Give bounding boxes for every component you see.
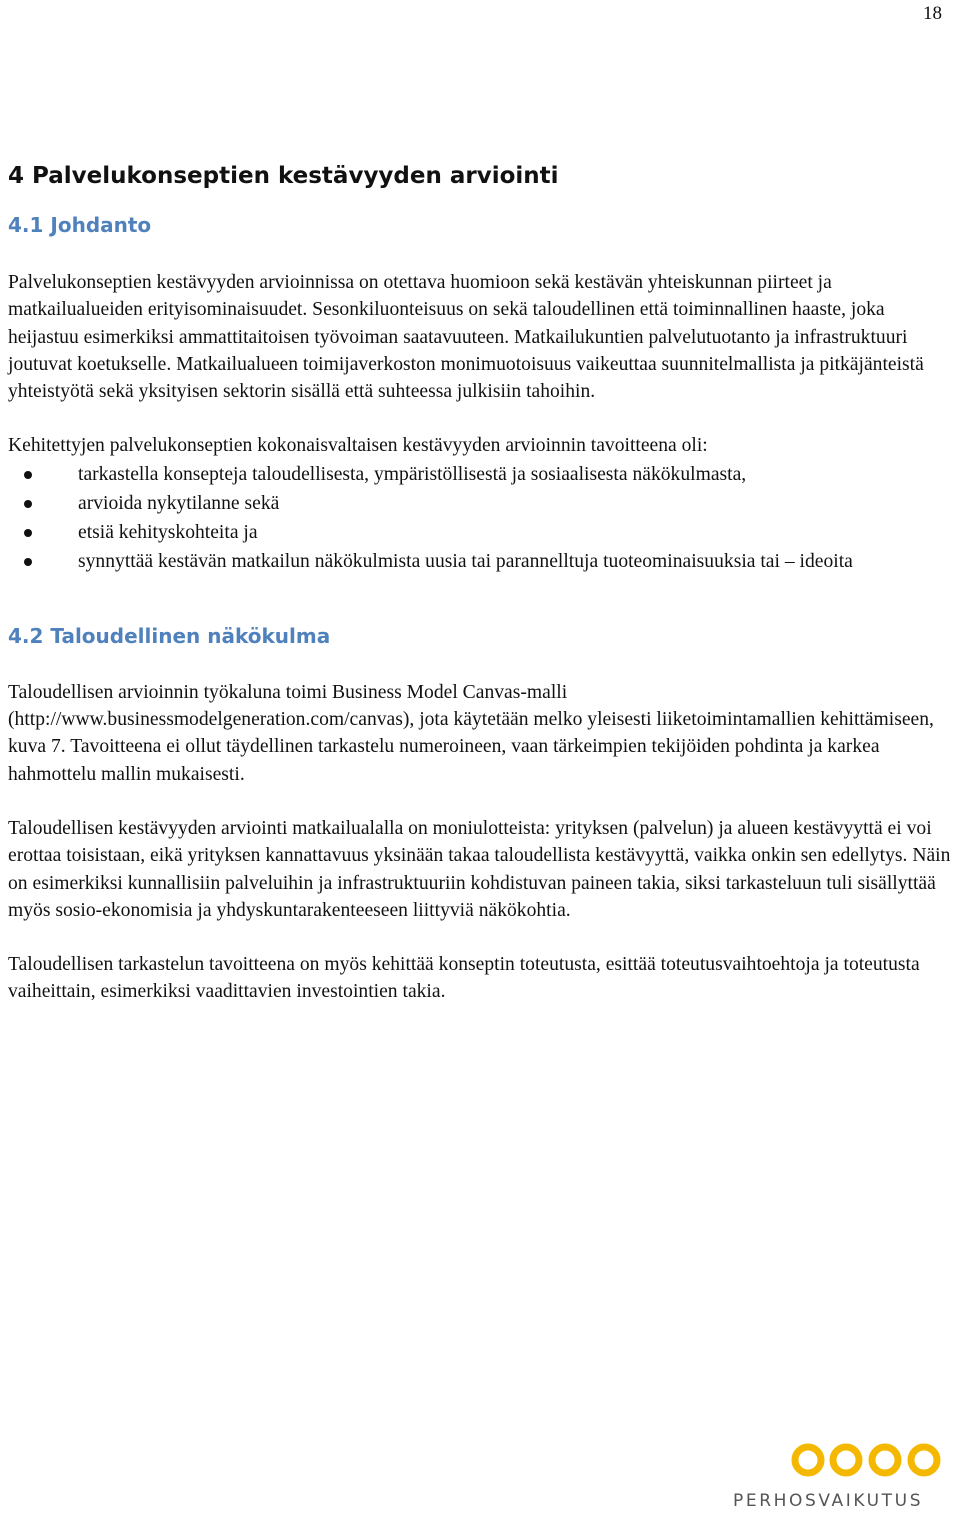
section-heading-johdanto: 4.1 Johdanto bbox=[8, 213, 152, 237]
list-item-text: tarkastella konsepteja taloudellisesta, ympäristöllisestä ja sosiaalisesta näkökulmasta, bbox=[78, 463, 747, 485]
logo-circles-icon bbox=[789, 1441, 944, 1479]
list-item-text: arvioida nykytilanne sekä bbox=[78, 492, 280, 514]
list-item bbox=[8, 460, 953, 489]
list-item bbox=[8, 547, 953, 576]
bullet-icon bbox=[24, 500, 32, 508]
page-number: 18 bbox=[923, 3, 942, 24]
list-item-text: synnyttää kestävän matkailun näkökulmista uusia tai parannelltuja tuoteominaisuuksia tai – ideoita bbox=[78, 550, 853, 572]
canvas-paragraph: Taloudellisen arvioinnin työkaluna toimi Business Model Canvas-malli (http://www.businessmodelgeneration.com/canvas), jota käytetään melko yleisesti liiketoimintamallien kehittämiseen, kuva 7. Tavoitteena ei ollut täydellinen tarkastelu numeroineen, vaan tärkeimpien tekijöiden pohdinta ja karkea hahmottelu mallin mukaisesti. bbox=[8, 681, 934, 785]
economic-sustainability-paragraph: Taloudellisen kestävyyden arviointi matkailualalla on moniulotteista: yrityksen (palvelun) ja alueen kestävyyttä ei voi erottaa toisistaan, eikä yrityksen kannattavuus yksinään takaa taloudellista kestävyyttä, vaikka onkin sen edellytys. Näin on esimerkiksi kunnallisiin palveluihin ja infrastruktuuriin kohdistuvan paineen takia, siksi tarkasteluun tuli sisällyttää myös sosio-ekonomisia ja yhdyskuntarakenteeseen liittyviä näkökohtia. bbox=[8, 817, 951, 921]
logo-wordmark: PERHOSVAIKUTUS bbox=[733, 1491, 924, 1511]
perhosvaikutus-logo bbox=[731, 1441, 946, 1511]
list-item bbox=[8, 489, 953, 518]
page-content bbox=[8, 160, 953, 1006]
bullet-icon bbox=[24, 471, 32, 479]
goals-list bbox=[8, 460, 953, 576]
logo-circle bbox=[911, 1447, 937, 1473]
logo-circle bbox=[795, 1447, 821, 1473]
logo-circle bbox=[833, 1447, 859, 1473]
logo-circle bbox=[872, 1447, 898, 1473]
goals-lead-paragraph: Kehitettyjen palvelukonseptien kokonaisvaltaisen kestävyyden arvioinnin tavoitteena oli: bbox=[8, 435, 708, 457]
intro-paragraph: Palvelukonseptien kestävyyden arvioinnissa on otettava huomioon sekä kestävän yhteiskunnan piirteet ja matkailualueiden erityisominaisuudet. Sesonkiluonteisuus on sekä taloudellinen että toiminnallinen haaste, joka heijastuu esimerkiksi ammattitaitoisen työvoiman saatavuuteen. Matkailukuntien palvelutuotanto ja infrastruktuuri joutuvat koetukselle. Matkailualueen toimijaverkoston monimuotoisuus vaikeuttaa suunnitelmallista ja pitkäjänteistä yhteistyötä sekä yksityisen sektorin sisällä että suhteessa julkisiin tahoihin. bbox=[8, 272, 924, 403]
bullet-icon bbox=[24, 529, 32, 537]
bullet-icon bbox=[24, 558, 32, 566]
economic-goal-paragraph: Taloudellisen tarkastelun tavoitteena on myös kehittää konseptin toteutusta, esittää toteutusvaihtoehtoja ja toteutusta vaiheittain, esimerkiksi vaadittavien investointien takia. bbox=[8, 954, 920, 1003]
list-item-text: etsiä kehityskohteita ja bbox=[78, 521, 258, 543]
chapter-title: 4 Palvelukonseptien kestävyyden arviointi bbox=[8, 163, 559, 189]
section-heading-taloudellinen: 4.2 Taloudellinen näkökulma bbox=[8, 623, 331, 648]
list-item bbox=[8, 518, 953, 547]
